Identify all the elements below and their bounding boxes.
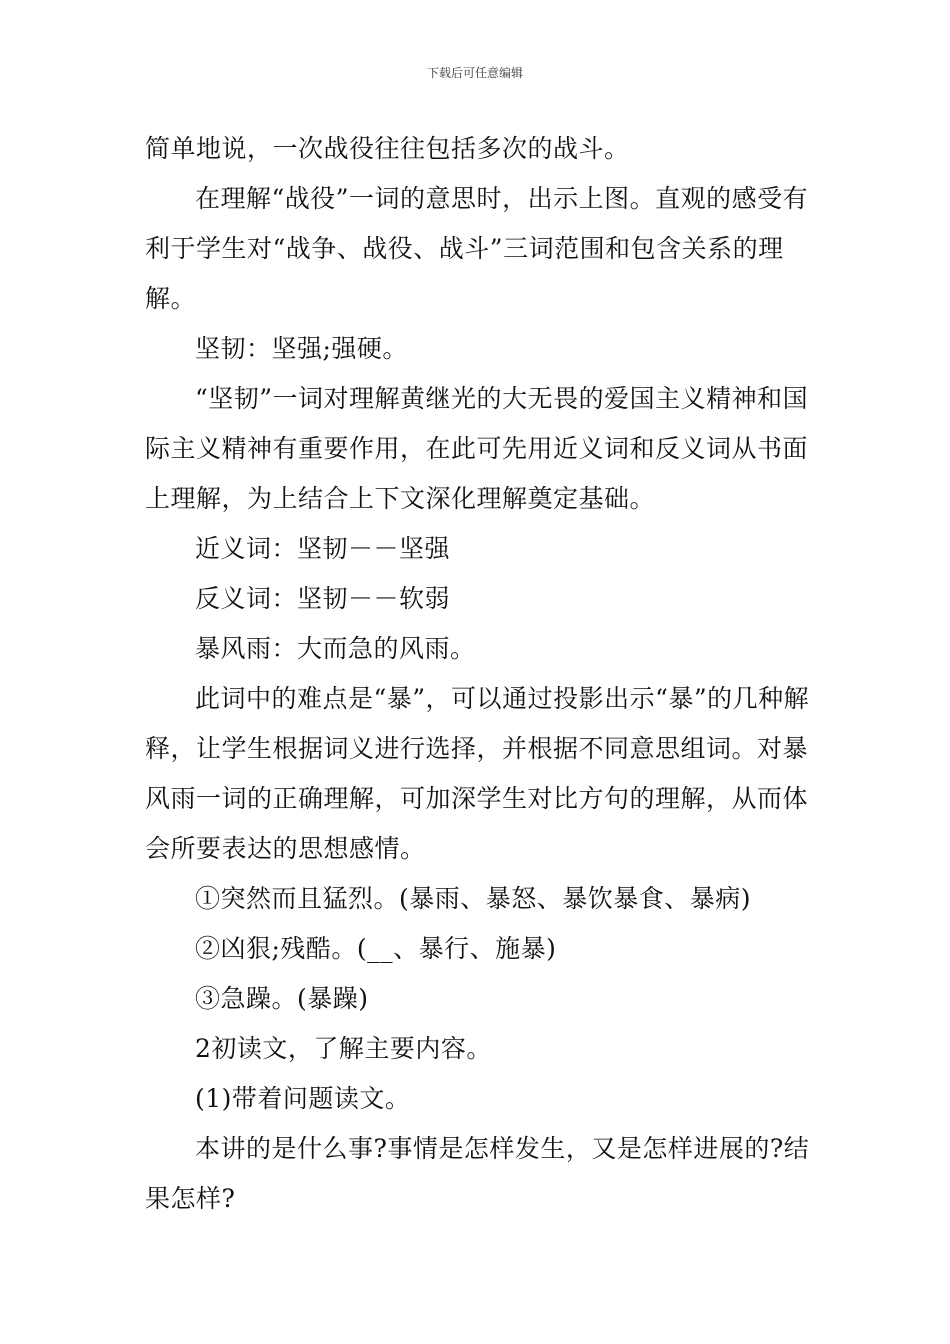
paragraph: 反义词：坚韧－－软弱 [195, 584, 451, 613]
document-body [145, 124, 810, 1224]
paragraph: 简单地说，一次战役往往包括多次的战斗。 [145, 134, 630, 163]
page-header: 下载后可任意编辑 [426, 66, 523, 80]
paragraph: “坚韧”一词对理解黄继光的大无畏的爱国主义精神和国际主义精神有重要作用，在此可先用近义词和反义词从书面上理解，为上结合上下文深化理解奠定基础。 [145, 384, 809, 513]
paragraph: 本讲的是什么事?事情是怎样发生，又是怎样进展的?结果怎样? [145, 1134, 810, 1213]
paragraph: (1)带着问题读文。 [195, 1084, 411, 1113]
list-item: ①突然而且猛烈。(暴雨、暴怒、暴饮暴食、暴病) [195, 884, 752, 913]
paragraph: 近义词：坚韧－－坚强 [195, 534, 451, 563]
paragraph: 暴风雨：大而急的风雨。 [195, 634, 476, 663]
paragraph: 在理解“战役”一词的意思时，出示上图。直观的感受有利于学生对“战争、战役、战斗”三词范围和包含关系的理解。 [145, 184, 809, 313]
paragraph: 2初读文，了解主要内容。 [195, 1034, 492, 1063]
list-item: ③急躁。(暴躁) [195, 984, 369, 1013]
paragraph: 此词中的难点是“暴”，可以通过投影出示“暴”的几种解释，让学生根据词义进行选择，并根据不同意思组词。对暴风雨一词的正确理解，可加深学生对比方句的理解，从而体会所要表达的思想感情。 [145, 684, 810, 863]
list-item: ②凶狠;残酷。(__、暴行、施暴) [195, 934, 557, 963]
paragraph: 坚韧：坚强;强硬。 [195, 334, 408, 363]
